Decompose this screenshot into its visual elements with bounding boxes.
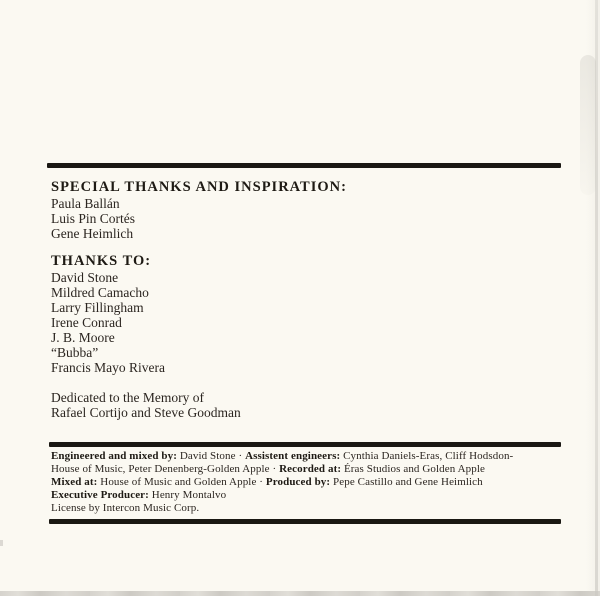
- credit-line: [51, 476, 563, 489]
- name-line: Luis Pin Cortés: [51, 211, 136, 226]
- name-line: Paula Ballán: [51, 196, 120, 211]
- name-line: Larry Fillingham: [51, 300, 144, 315]
- credit-value: Pepe Castillo and Gene Heimlich: [330, 475, 483, 488]
- name-line: Francis Mayo Rivera: [51, 360, 165, 375]
- bottom-rule: [49, 519, 561, 524]
- mid-rule: [49, 442, 561, 447]
- credit-value: House of Music and Golden Apple ·: [97, 475, 266, 488]
- scan-edge-bottom: [0, 591, 600, 596]
- name-line: Irene Conrad: [51, 315, 122, 330]
- name-line: “Bubba”: [51, 345, 99, 360]
- dedication: [51, 390, 241, 420]
- credit-label: Engineered and mixed by:: [51, 450, 177, 462]
- name-line: David Stone: [51, 270, 119, 285]
- scan-speck-left: [0, 540, 3, 546]
- credit-value: David Stone ·: [176, 450, 246, 462]
- credit-value: Éras Studios and Golden Apple: [341, 462, 485, 475]
- name-line: Gene Heimlich: [51, 226, 134, 241]
- credit-line: [51, 463, 563, 476]
- section-special-thanks: [51, 179, 347, 241]
- credit-label: Produced by:: [265, 475, 331, 488]
- credit-label: Executive Producer:: [51, 488, 149, 501]
- scan-smudge-top-right: [580, 55, 596, 195]
- name-line: Mildred Camacho: [51, 285, 149, 300]
- special-thanks-heading: SPECIAL THANKS AND INSPIRATION:: [51, 179, 347, 195]
- top-rule: [47, 163, 561, 168]
- credit-line: [51, 450, 563, 463]
- credit-value: License by Intercon Music Corp.: [51, 501, 200, 514]
- credit-value: Henry Montalvo: [148, 488, 227, 501]
- credit-label: Mixed at:: [51, 475, 98, 488]
- credits-block: [51, 450, 563, 515]
- credit-line: [51, 502, 563, 515]
- thanks-to-heading: THANKS TO:: [51, 253, 152, 269]
- thanks-to-list: [51, 270, 165, 375]
- section-thanks-to: [51, 253, 165, 375]
- name-line: J. B. Moore: [51, 330, 115, 345]
- credit-value: House of Music, Peter Denenberg-Golden Apple ·: [51, 462, 280, 475]
- special-thanks-list: [51, 196, 347, 241]
- credit-label: Recorded at:: [279, 462, 342, 475]
- credit-value: Cynthia Daniels-Eras, Cliff Hodsdon-: [340, 450, 514, 462]
- dedication-line: Rafael Cortijo and Steve Goodman: [51, 405, 241, 420]
- dedication-line: Dedicated to the Memory of: [51, 390, 204, 405]
- credit-label: Assistent engineers:: [245, 450, 341, 462]
- credit-line: [51, 489, 563, 502]
- dedication-lines: [51, 390, 241, 420]
